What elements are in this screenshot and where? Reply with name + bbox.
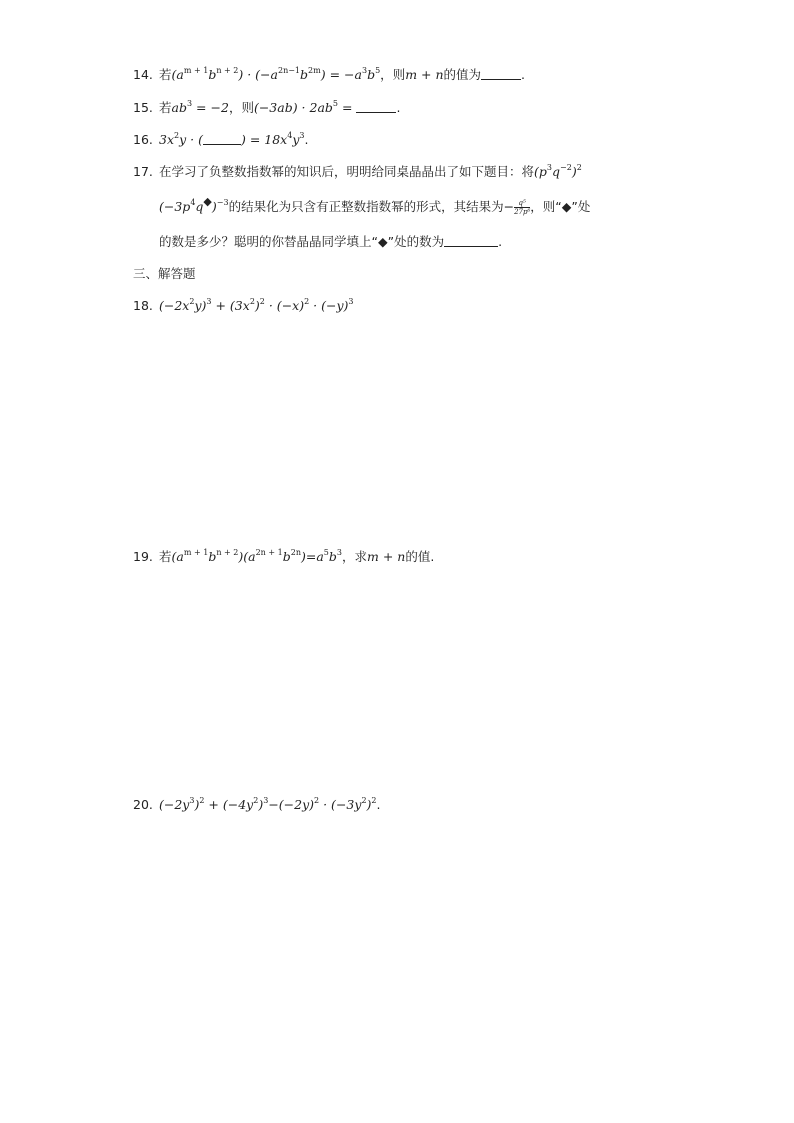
- fraction-denominator: 27p⁶: [514, 208, 531, 216]
- exponent: 2: [304, 297, 310, 306]
- math-expr: ) · (−a: [238, 67, 278, 82]
- exponent: 2: [174, 131, 180, 140]
- math-expr: =: [338, 100, 357, 115]
- math-expr: + (−4y: [204, 797, 254, 812]
- text: 若: [159, 100, 172, 115]
- exponent: −3: [216, 198, 229, 207]
- exponent: 2: [259, 297, 265, 306]
- question-20: [133, 796, 381, 814]
- question-15: [133, 99, 400, 117]
- text: ，则“◆”处: [530, 199, 591, 214]
- exponent: 2: [189, 297, 195, 306]
- exponent: 3: [186, 99, 193, 108]
- math-expr: · (−y): [309, 298, 349, 313]
- exponent: 2n + 1: [255, 548, 283, 557]
- text: 若: [159, 67, 172, 82]
- math-expr: (−3p: [159, 199, 191, 214]
- text: 的值.: [405, 549, 435, 564]
- math-expr: + (3x: [211, 298, 250, 313]
- math-expr: ) = −a: [320, 67, 362, 82]
- question-18: [133, 297, 354, 315]
- text: .: [521, 67, 526, 82]
- question-14: [133, 66, 525, 84]
- text: 若: [159, 549, 172, 564]
- question-number: 16.: [133, 132, 153, 147]
- answer-blank: [481, 67, 521, 80]
- exponent: 4: [287, 131, 293, 140]
- exponent: 3: [336, 548, 342, 557]
- exponent: 3: [299, 131, 305, 140]
- math-expr: q: [552, 164, 561, 179]
- text: .: [376, 797, 381, 812]
- question-number: 19.: [133, 549, 153, 564]
- exponent: 2n: [290, 548, 301, 557]
- math-expr: b: [208, 67, 217, 82]
- exponent: 2: [249, 297, 255, 306]
- exponent: 3: [546, 163, 552, 172]
- question-17-line-1: [133, 163, 582, 181]
- math-expr: 3x: [159, 132, 175, 147]
- question-16: [133, 131, 308, 149]
- fraction: [514, 199, 530, 216]
- exponent: m + 1: [183, 66, 209, 75]
- text: ，则: [228, 100, 254, 115]
- text: 在学习了负整数指数幂的知识后，明明给同桌晶晶出了如下题目：将: [159, 164, 535, 179]
- math-expr: · (−3y: [319, 797, 362, 812]
- exponent: 2: [371, 796, 377, 805]
- math-expr: y: [292, 132, 300, 147]
- math-expr: ) = 18x: [240, 132, 288, 147]
- fraction-numerator: q⁵: [514, 199, 530, 208]
- text: 的值为: [443, 67, 482, 82]
- exponent: 5: [332, 99, 339, 108]
- exponent: 2n−1: [277, 66, 301, 75]
- math-expr: (−2x: [159, 298, 190, 313]
- exponent: 3: [263, 796, 269, 805]
- section-title: 三、解答题: [133, 266, 196, 281]
- math-expr: · (−x): [264, 298, 305, 313]
- exponent: 2: [576, 163, 582, 172]
- text: .: [304, 132, 309, 147]
- math-expr: b: [208, 549, 217, 564]
- exponent: n + 2: [216, 548, 239, 557]
- answer-blank: [356, 100, 396, 113]
- answer-blank: [444, 234, 498, 247]
- math-expr: )(a: [238, 549, 256, 564]
- exponent: 2m: [308, 66, 321, 75]
- exponent: 3: [189, 796, 195, 805]
- math-expr: ): [254, 298, 260, 313]
- math-expr: b: [282, 549, 291, 564]
- math-expr: )=a: [300, 549, 324, 564]
- question-number: 18.: [133, 298, 153, 313]
- exponent: 2: [314, 796, 320, 805]
- exponent: 5: [323, 548, 329, 557]
- exponent: −2: [560, 163, 572, 172]
- math-expr: ): [571, 164, 577, 179]
- question-17-line-3: [159, 233, 502, 251]
- exponent: 3: [206, 297, 212, 306]
- math-expr: (a: [171, 549, 184, 564]
- text: 的结果化为只含有正整数指数幂的形式，其结果为−: [228, 199, 515, 214]
- diamond-icon: ◆: [203, 195, 212, 208]
- exponent: 2: [361, 796, 367, 805]
- math-expr: y): [194, 298, 207, 313]
- exponent: 3: [348, 297, 354, 306]
- math-expr: (−2y: [159, 797, 190, 812]
- math-expr: b: [300, 67, 309, 82]
- math-expr: ): [194, 797, 200, 812]
- exponent: 2: [253, 796, 259, 805]
- math-expr: −(−2y): [268, 797, 315, 812]
- text: .: [396, 100, 401, 115]
- exponent: 3: [361, 66, 368, 75]
- question-number: 14.: [133, 67, 153, 82]
- math-expr: y · (: [179, 132, 203, 147]
- exponent: m + 1: [183, 548, 209, 557]
- exponent: 2: [199, 796, 205, 805]
- question-number: 17.: [133, 164, 153, 179]
- exponent: n + 2: [216, 66, 239, 75]
- math-expr: b: [328, 549, 337, 564]
- math-expr: m + n: [405, 67, 444, 82]
- math-expr: = −2: [192, 100, 229, 115]
- question-number: 20.: [133, 797, 153, 812]
- math-expr: q: [195, 199, 204, 214]
- math-expr: ): [258, 797, 264, 812]
- text: 的数是多少？聪明的你替晶晶同学填上“◆”处的数为: [159, 234, 445, 249]
- math-expr: (p: [534, 164, 547, 179]
- math-expr: (−3ab) · 2ab: [253, 100, 333, 115]
- exponent: 4: [190, 198, 196, 207]
- math-expr: m + n: [367, 549, 406, 564]
- text: ，则: [380, 67, 406, 82]
- question-number: 15.: [133, 100, 153, 115]
- exponent: 5: [375, 66, 381, 75]
- math-expr: b: [367, 67, 376, 82]
- text: ，求: [342, 549, 368, 564]
- question-19: [133, 548, 434, 566]
- question-17-line-2: [159, 195, 591, 216]
- math-expr: ): [211, 199, 217, 214]
- math-expr: ): [366, 797, 372, 812]
- text: .: [498, 234, 503, 249]
- math-expr: (a: [171, 67, 184, 82]
- answer-blank: [203, 132, 241, 145]
- math-expr: ab: [171, 100, 187, 115]
